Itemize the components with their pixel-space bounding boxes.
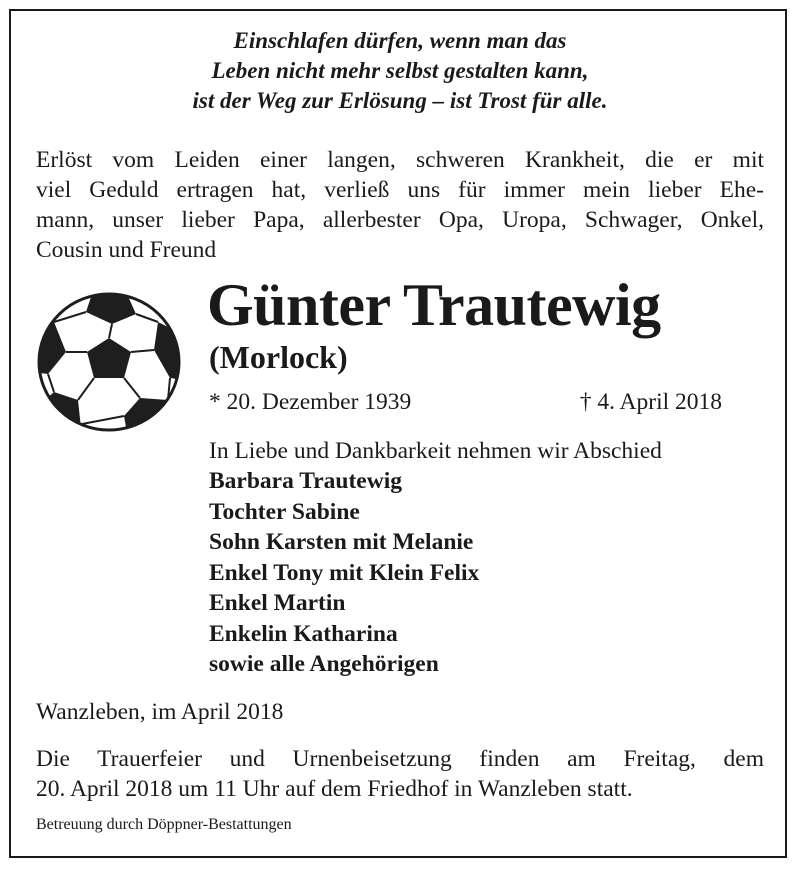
deceased-name: Günter Trautewig <box>207 272 661 338</box>
mourner: Enkel Martin <box>209 590 346 616</box>
mourner: Enkelin Katharina <box>209 620 398 647</box>
poem-line: ist der Weg zur Erlösung – ist Trost für alle. <box>192 88 608 113</box>
service-line: Die Trauerfeier und Urnenbeisetzung finden am Freitag, dem <box>36 746 764 772</box>
birth-date: * 20. Dezember 1939 <box>209 389 412 415</box>
poem <box>0 26 800 116</box>
service-line: 20. April 2018 um 11 Uhr auf dem Friedhof in Wanzleben statt. <box>36 776 633 802</box>
intro-line: mann, unser lieber Papa, allerbester Opa, Uropa, Schwager, Onkel, <box>36 207 764 233</box>
service-info <box>36 744 764 804</box>
mourner: sowie alle Angehörigen <box>209 651 439 677</box>
intro-line: Erlöst vom Leiden einer langen, schweren Krankheit, die er mit <box>36 147 764 173</box>
birth-name: (Morlock) <box>209 339 348 375</box>
intro-line: viel Geduld ertragen hat, verließ uns für immer mein lieber Ehe- <box>36 177 764 203</box>
place-date: Wanzleben, im April 2018 <box>36 699 284 725</box>
mourners-list <box>209 466 479 680</box>
farewell-text: In Liebe und Dankbarkeit nehmen wir Abschied <box>209 438 662 464</box>
mourner: Sohn Karsten mit Melanie <box>209 529 474 555</box>
intro-line: Cousin und Freund <box>36 237 217 263</box>
mourner: Barbara Trautewig <box>209 468 402 494</box>
undertaker-note: Betreuung durch Döppner-Bestattungen <box>36 816 292 833</box>
intro-text <box>36 145 764 265</box>
mourner: Tochter Sabine <box>209 498 360 525</box>
mourner: Enkel Tony mit Klein Felix <box>209 559 480 586</box>
death-date: † 4. April 2018 <box>579 389 722 415</box>
poem-line: Leben nicht mehr selbst gestalten kann, <box>211 58 589 83</box>
soccer-ball-icon <box>32 288 186 436</box>
poem-line: Einschlafen dürfen, wenn man das <box>233 28 567 53</box>
